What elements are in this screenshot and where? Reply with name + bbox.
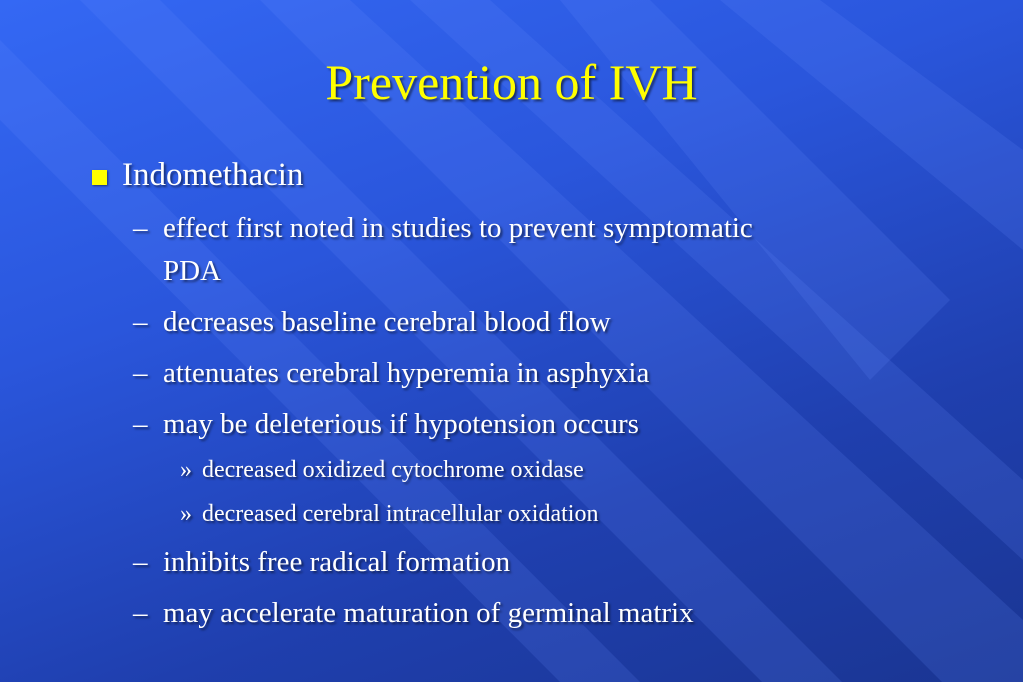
raquo-bullet-icon: » [180,501,192,527]
dash-bullet-icon: – [133,212,148,244]
dash-bullet-icon: – [133,546,148,578]
sub-bullet-4: may be deleterious if hypotension occurs [163,408,639,440]
sub-sub-bullet-2: decreased cerebral intracellular oxidation [202,501,599,527]
raquo-bullet-icon: » [180,457,192,483]
sub-bullet-1-line1: effect first noted in studies to prevent symptomatic [163,212,753,244]
sub-sub-bullet-1: decreased oxidized cytochrome oxidase [202,457,584,483]
sub-bullet-1-line2: PDA [163,255,222,287]
dash-bullet-icon: – [133,597,148,629]
dash-bullet-icon: – [133,357,148,389]
sub-bullet-5: inhibits free radical formation [163,546,511,578]
square-bullet-icon [92,170,107,185]
slide-title: Prevention of IVH [325,54,698,110]
sub-bullet-6: may accelerate maturation of germinal matrix [163,597,694,629]
dash-bullet-icon: – [133,306,148,338]
sub-bullet-2: decreases baseline cerebral blood flow [163,306,611,338]
dash-bullet-icon: – [133,408,148,440]
sub-bullet-3: attenuates cerebral hyperemia in asphyxia [163,357,650,389]
bullet-level1-text: Indomethacin [122,157,304,193]
